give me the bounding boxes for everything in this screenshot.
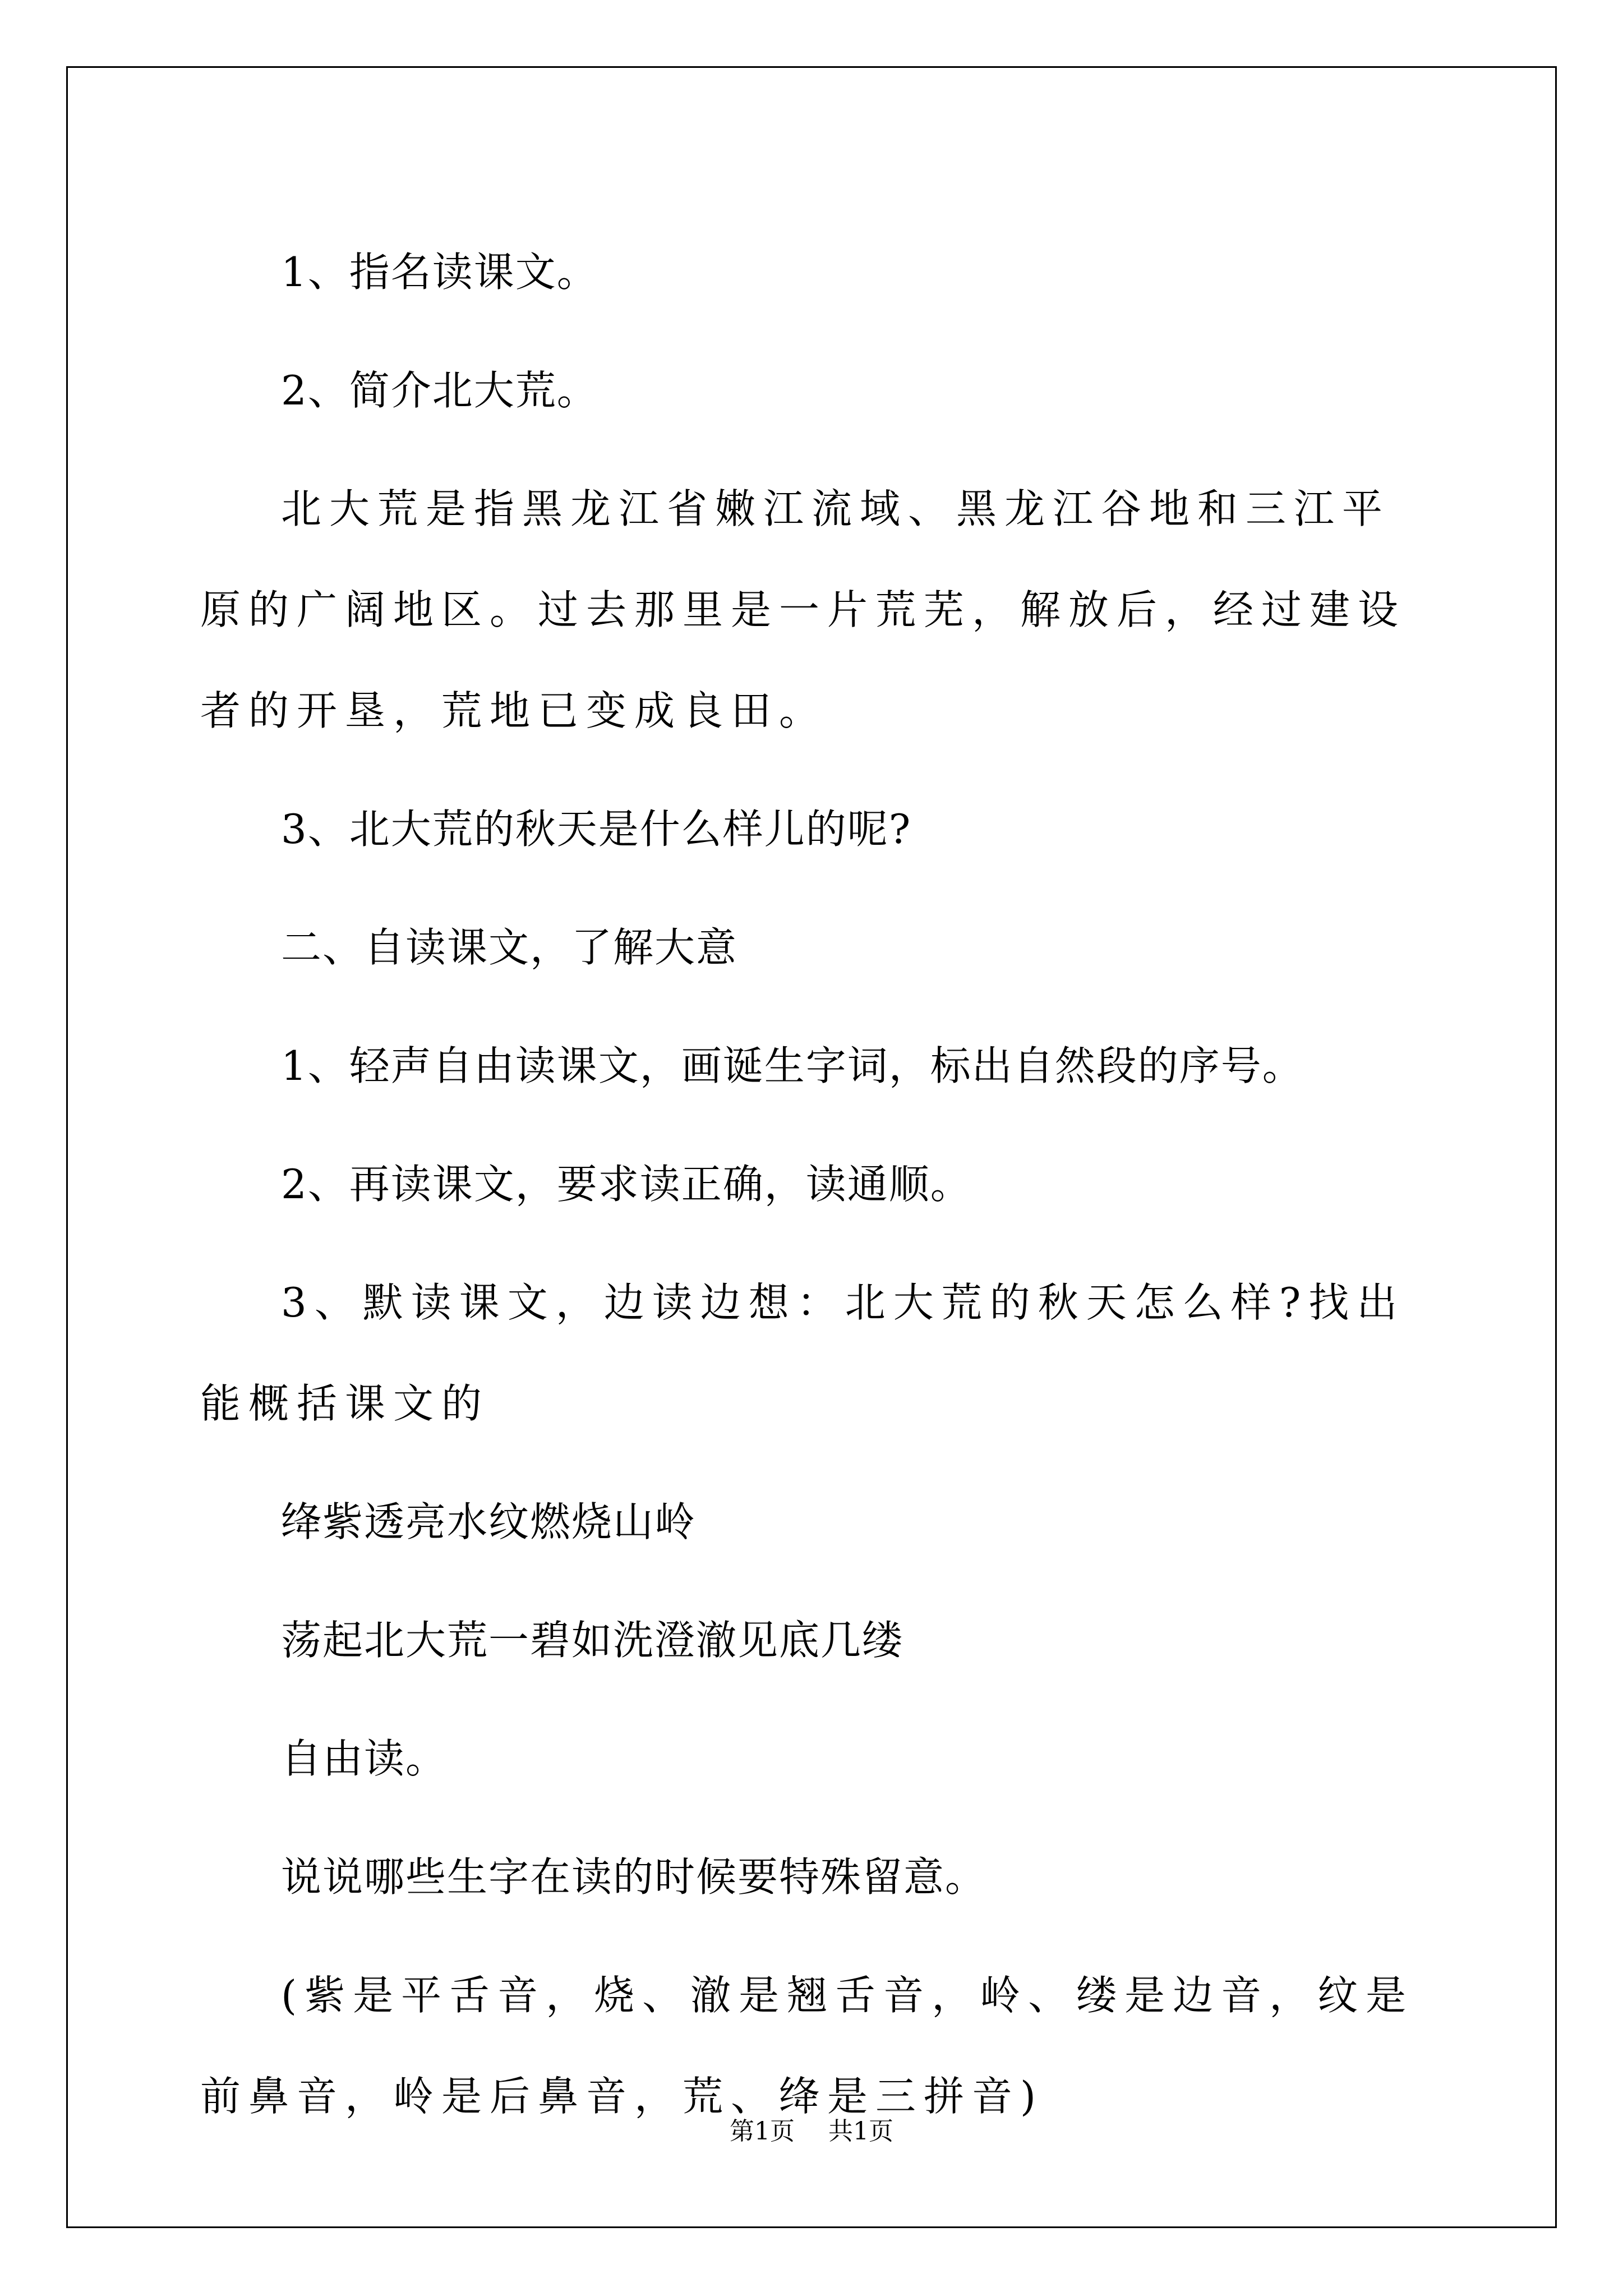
paragraph-11: 自由读。: [281, 1735, 448, 1782]
paragraph-13: (紫是平舌音，烧、澈是翘舌音，岭、缕是边音，纹是前鼻音，岭是后鼻音，荒、绛是三拼音): [200, 1972, 1414, 2120]
document-body: [200, 222, 1428, 2164]
paragraph-4: 3、北大荒的秋天是什么样儿的呢?: [281, 806, 912, 853]
paragraph-12: 说说哪些生字在读的时候要特殊留意。: [281, 1853, 987, 1901]
vocab-line-2: 荡起北大荒一碧如洗澄澈见底几缕: [281, 1617, 904, 1664]
page-total: 共1页: [828, 2117, 893, 2146]
paragraph-6: 1、轻声自由读课文，画诞生字词，标出自然段的序号。: [281, 1042, 1304, 1089]
paragraph-2: 2、简介北大荒。: [281, 367, 598, 414]
paragraph-1: 1、指名读课文。: [281, 249, 598, 296]
paragraph-8: 3、默读课文，边读边想：北大荒的秋天怎么样?找出能概括课文的: [200, 1279, 1405, 1427]
section-heading: 二、自读课文，了解大意: [281, 924, 738, 971]
page-footer: [0, 2115, 1623, 2148]
paragraph-3: 北大荒是指黑龙江省嫩江流域、黑龙江谷地和三江平原的广阔地区。过去那里是一片荒芜，解放后，经过建设者的开垦，荒地已变成良田。: [200, 485, 1407, 734]
vocab-line-1: 绛紫透亮水纹燃烧山岭: [281, 1498, 697, 1545]
paragraph-7: 2、再读课文，要求读正确，读通顺。: [281, 1161, 972, 1208]
page-number: 第1页: [730, 2117, 795, 2146]
